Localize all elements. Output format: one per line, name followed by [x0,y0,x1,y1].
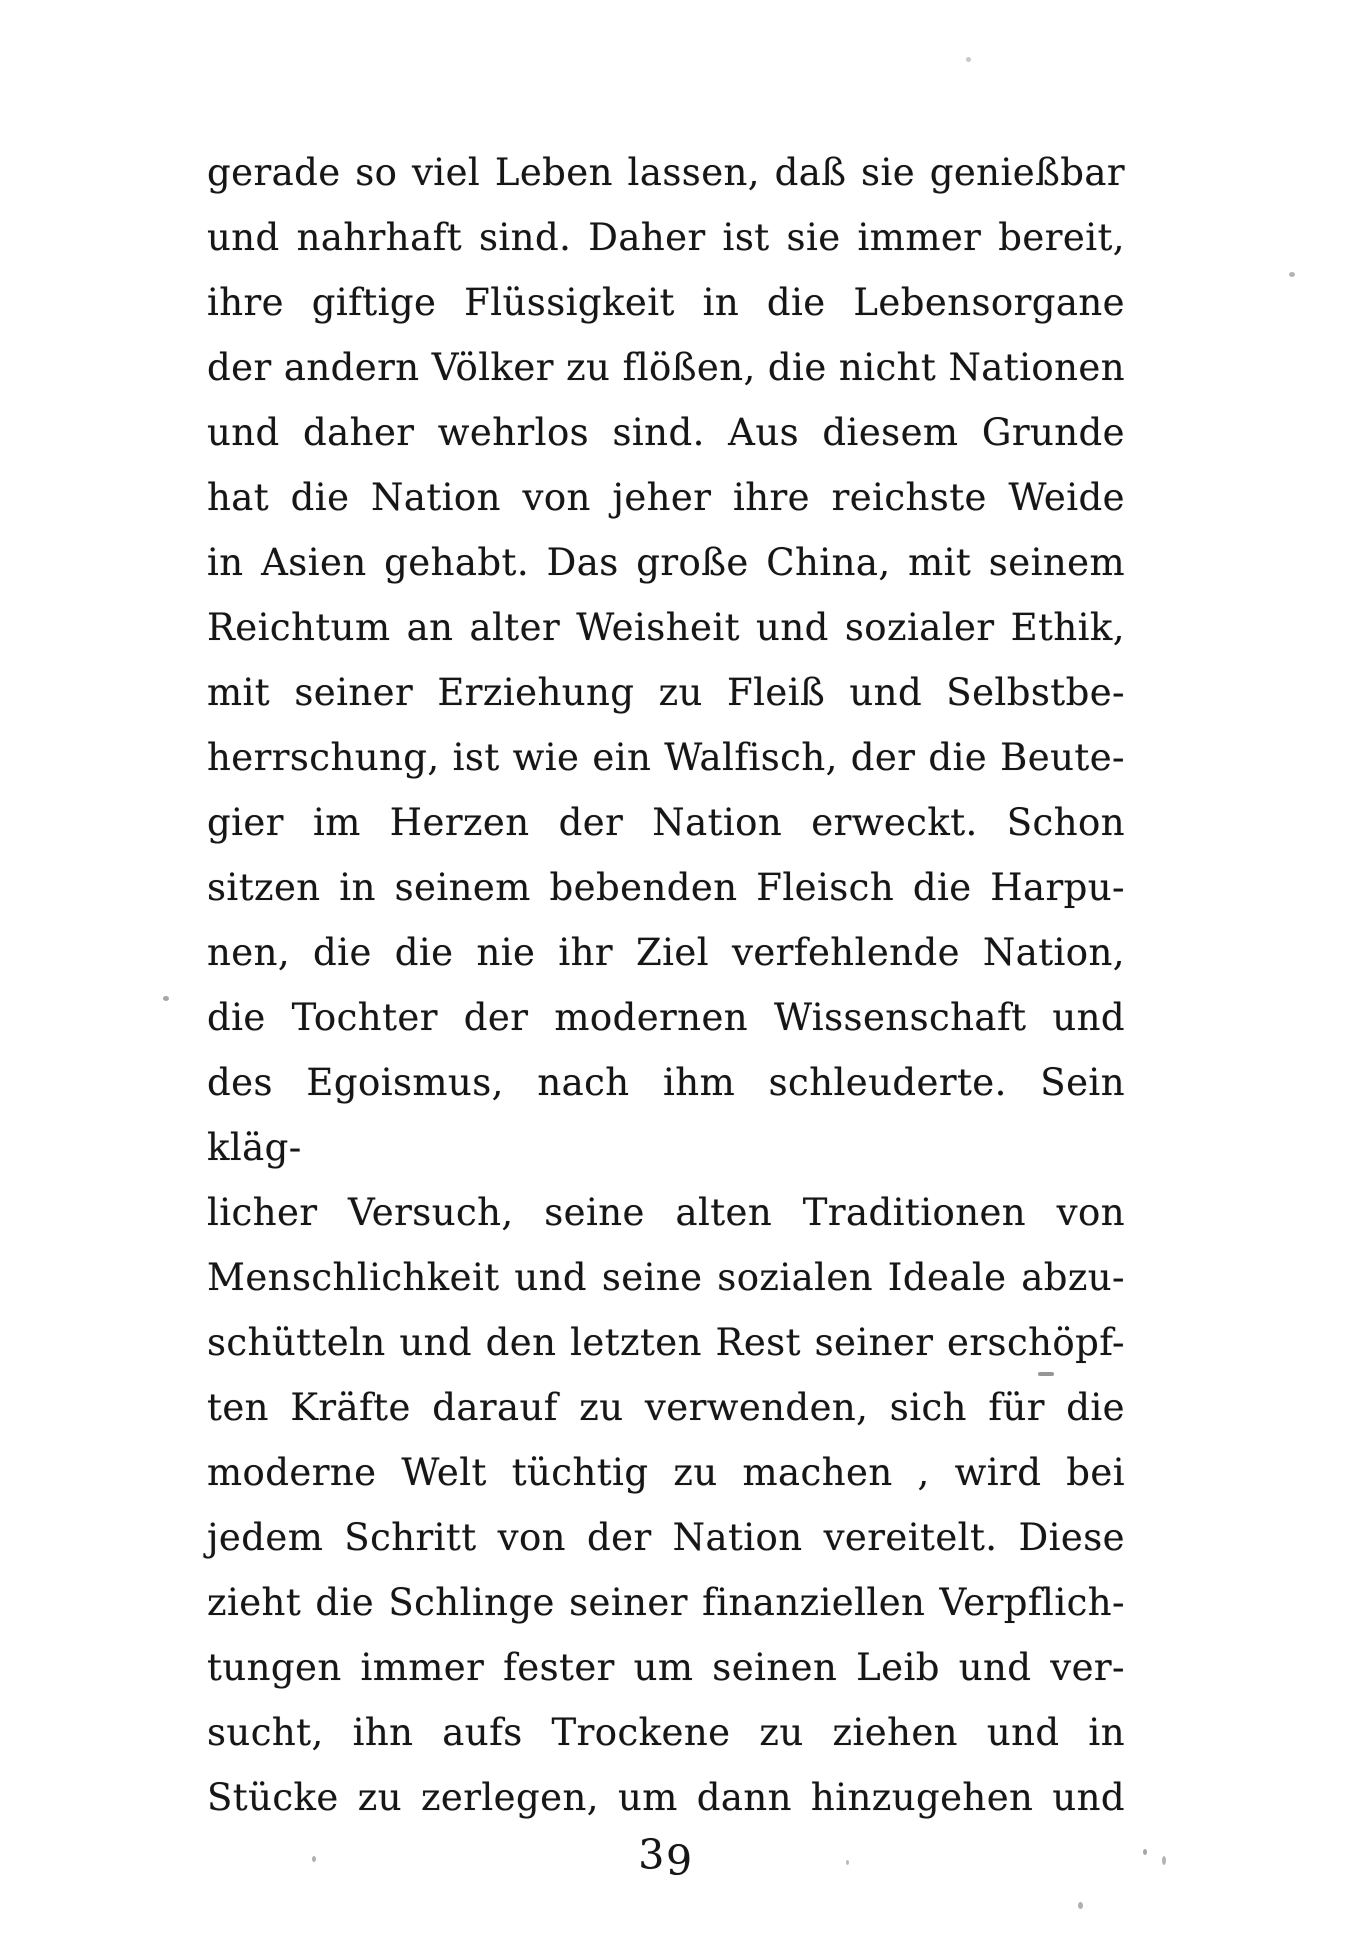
text-line: sitzen in seinem bebenden Fleisch die Harpu- [207,866,1125,909]
scan-speck [846,1860,849,1865]
text-line: hat die Nation von jeher ihre reichste Weide [207,476,1125,519]
text-line: nen, die die nie ihr Ziel verfehlende Nation, [207,931,1125,974]
text-line: Reichtum an alter Weisheit und sozialer Ethik, [207,606,1125,649]
text-line: mit seiner Erziehung zu Fleiß und Selbstbe- [207,671,1125,714]
text-line: jedem Schritt von der Nation vereitelt. Diese [207,1516,1125,1559]
scan-speck [1162,1856,1166,1865]
text-line: moderne Welt tüchtig zu machen , wird bei [207,1451,1125,1494]
page-number-digit: 9 [666,1837,694,1886]
text-line: zieht die Schlinge seiner finanziellen Verpflich- [207,1581,1125,1624]
scan-speck [1143,1849,1147,1855]
page-number [207,1831,1125,1886]
text-line: gier im Herzen der Nation erweckt. Schon [207,801,1125,844]
text-line: licher Versuch, seine alten Traditionen von [207,1191,1125,1234]
text-line: schütteln und den letzten Rest seiner erschöpf- [207,1321,1125,1364]
text-line: des Egoismus, nach ihm schleuderte. Sein kläg- [207,1061,1125,1169]
scan-speck [966,57,971,62]
page-text [207,140,1125,1830]
page-number-digit: 3 [638,1831,666,1879]
scan-artifact-dash [1038,1372,1054,1376]
text-line: und nahrhaft sind. Daher ist sie immer bereit, [207,216,1125,259]
text-line: Stücke zu zerlegen, um dann hinzugehen und [207,1776,1125,1819]
text-line: ihre giftige Flüssigkeit in die Lebensorgane [207,281,1125,324]
scan-speck [1078,1902,1083,1909]
text-line: der andern Völker zu flößen, die nicht Nationen [207,346,1125,389]
text-line: herrschung, ist wie ein Walfisch, der die Beute- [207,736,1125,779]
text-line: ten Kräfte darauf zu verwenden, sich für die [207,1386,1125,1429]
scan-speck [163,996,169,1001]
text-line: die Tochter der modernen Wissenschaft und [207,996,1125,1039]
text-line: tungen immer fester um seinen Leib und ver- [207,1646,1125,1689]
scan-speck [312,1856,316,1862]
text-line: gerade so viel Leben lassen, daß sie genießbar [207,151,1125,194]
text-line: sucht, ihn aufs Trockene zu ziehen und in [207,1711,1125,1754]
text-line: und daher wehrlos sind. Aus diesem Grunde [207,411,1125,454]
text-line: in Asien gehabt. Das große China, mit seinem [207,541,1125,584]
scan-speck [1289,272,1295,277]
text-line: Menschlichkeit und seine sozialen Ideale abzu- [207,1256,1125,1299]
